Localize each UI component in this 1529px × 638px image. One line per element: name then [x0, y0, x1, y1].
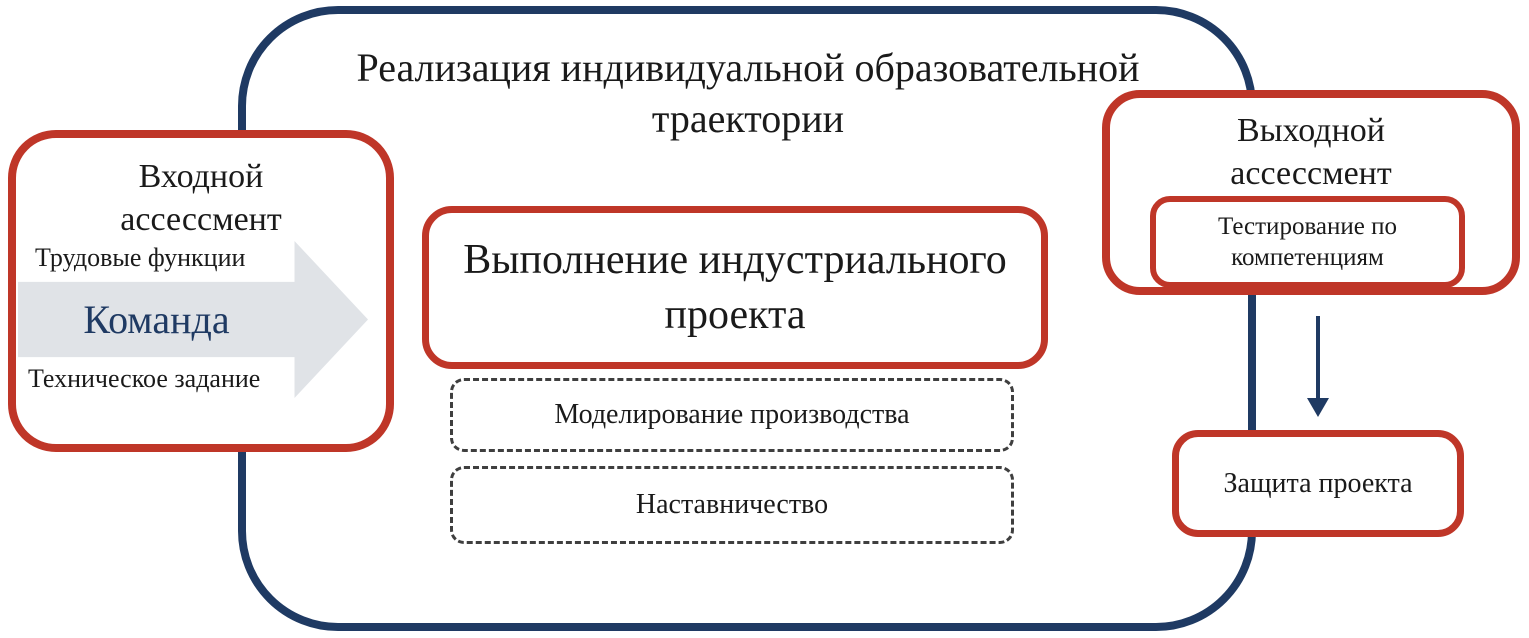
industrial-project-box — [422, 206, 1048, 369]
project-defense-label: Защита проекта — [1223, 467, 1413, 499]
down-arrow-icon — [1316, 316, 1320, 400]
production-modeling-box — [450, 378, 1014, 452]
down-arrow-head-icon — [1307, 398, 1329, 417]
competency-testing-box — [1150, 196, 1465, 288]
output-assessment-box — [1102, 90, 1520, 295]
competency-testing-label: Тестирование по компетенциям — [1218, 212, 1397, 271]
mentoring-label: Наставничество — [635, 489, 829, 520]
production-modeling-label: Моделирование производства — [554, 399, 910, 430]
input-assessment-box — [8, 130, 394, 452]
project-defense-box — [1172, 430, 1464, 537]
input-assessment-title: Входной ассессмент — [120, 158, 282, 238]
mentoring-box — [450, 466, 1014, 544]
team-label: Команда — [83, 297, 230, 342]
output-assessment-title: Выходной ассессмент — [1230, 112, 1392, 192]
diagram-title: Реализация индивидуальной образовательной траектории — [356, 45, 1140, 142]
technical-task-label: Техническое задание — [28, 364, 261, 393]
industrial-project-title: Выполнение индустриального проекта — [463, 237, 1007, 338]
labor-functions-label: Трудовые функции — [35, 243, 246, 272]
